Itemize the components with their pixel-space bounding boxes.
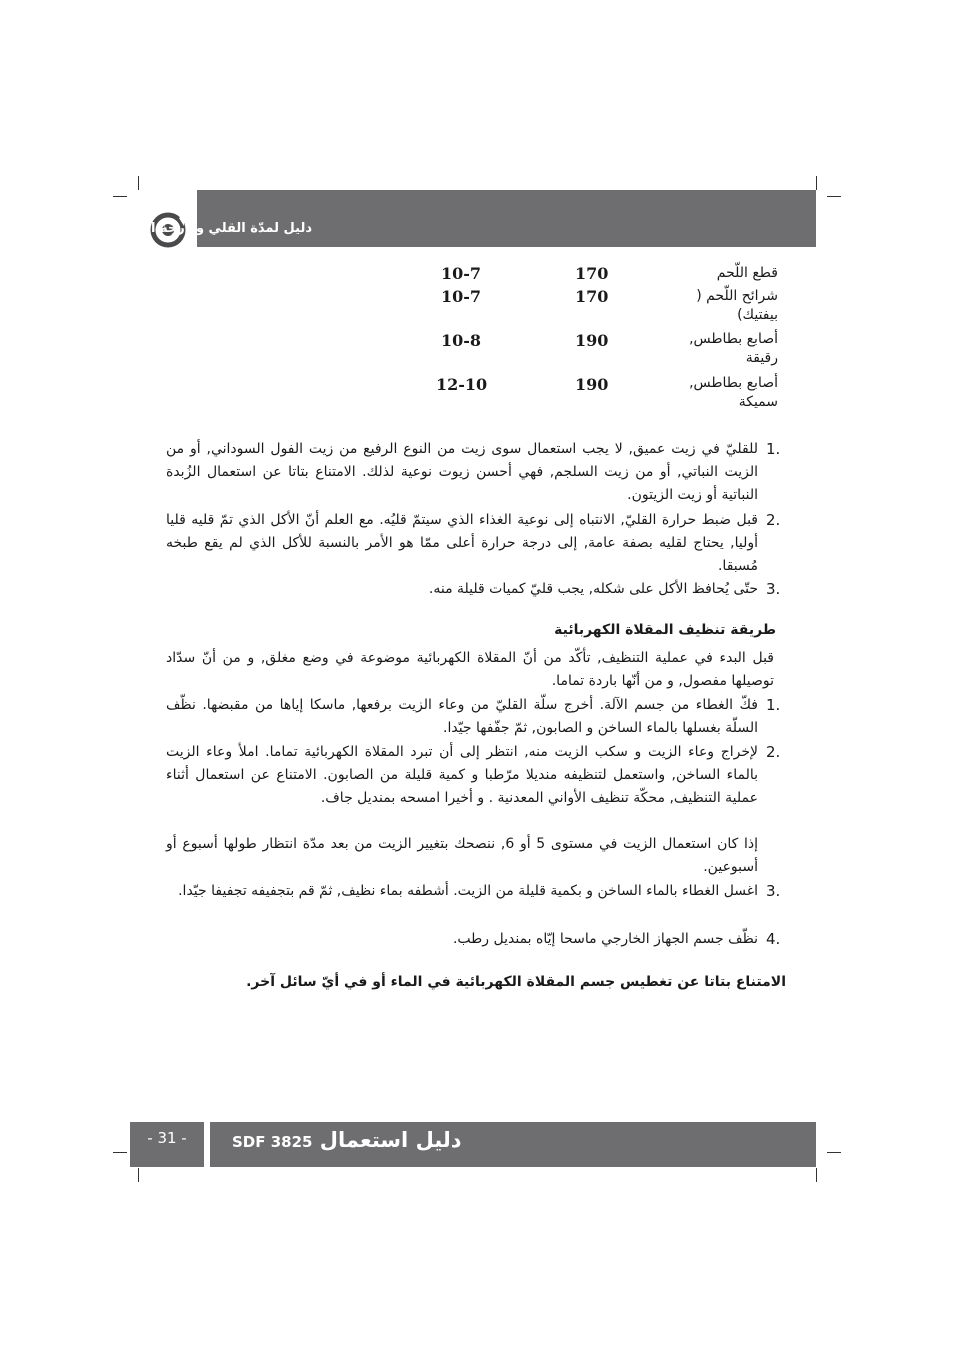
list-marker: 3. — [766, 882, 781, 900]
list-marker: 2. — [766, 743, 781, 761]
crop-mark — [113, 196, 127, 197]
crop-mark — [827, 1152, 841, 1153]
list-item-text: فكّ الغطاء من جسم الآلة. أخرج سلّة القليّ من وعاء الزيت برفعها, ماسكا إياها من مقبضها. نظّف السلّة بغسلها بالماء الساخن و الصابون, ثمّ جفّفها جيّدا. — [166, 697, 758, 736]
crop-mark — [816, 176, 817, 190]
section-heading: طريقة تنظيف المقلاة الكهربائية — [554, 622, 776, 638]
temperature-cell: 190 — [575, 375, 609, 394]
list-item-text: نظّف جسم الجهاز الخارجي ماسحا إيّاه بمنديل رطب. — [452, 931, 758, 947]
list-marker: 2. — [766, 511, 781, 529]
manual-label: دليل استعمال — [319, 1128, 462, 1152]
list-item-text: اغسل الغطاء بالماء الساخن و بكمية قليلة من الزيت. أشطفه بماء نظيف, ثمّ قم بتجفيفه تجفيفا جيّدا. — [178, 883, 758, 899]
page-number: - 31 - — [130, 1122, 204, 1167]
list-marker: 4. — [766, 930, 781, 948]
time-cell: 10-7 — [441, 287, 482, 306]
page-title: دليل لمدّة القلي و درجة الحرارة — [109, 221, 312, 236]
food-cell: أصابع بطاطس, سميكة — [689, 375, 778, 410]
temperature-cell: 170 — [575, 287, 609, 306]
list-marker: 1. — [766, 696, 781, 714]
food-cell: أصابع بطاطس, رقيقة — [689, 331, 778, 366]
time-cell: 10-8 — [441, 331, 482, 350]
list-item-text: إذا كان استعمال الزيت في مستوى 5 أو 6, ننصحك بتغيير الزيت من بعد مدّة انتظار طولها أسبوع أو أسبوعين. — [166, 836, 758, 875]
time-cell: 10-7 — [441, 264, 482, 283]
crop-mark — [816, 1168, 817, 1182]
crop-mark — [827, 196, 841, 197]
list-item — [166, 694, 758, 740]
list-item-text: حتّى يُحافظ الأكل على شكله, يجب قليّ كميات قليلة منه. — [428, 581, 758, 597]
list-item — [166, 509, 758, 578]
list-item — [166, 880, 758, 903]
header-bar — [197, 190, 816, 247]
crop-mark — [138, 1168, 139, 1182]
time-cell: 12-10 — [436, 375, 488, 394]
list-item — [166, 578, 758, 601]
list-marker: 1. — [766, 440, 781, 458]
temperature-cell: 170 — [575, 264, 609, 283]
footer-label — [232, 1128, 462, 1152]
list-item-text: قبل ضبط حرارة القليّ, الانتباه إلى نوعية الغذاء الذي سيتمّ قليُه. مع العلم أنّ الأكل الذي تمّ قليه قليا أوليا, يحتاج لقليه بصفة عامة, إلى درجة حرارة أعلى ممّا هو الأمر بالنسبة للأكل الذي لم يقع طبخه مُسبقا. — [166, 512, 758, 574]
list-item — [166, 438, 758, 507]
list-item-text: لإخراج وعاء الزيت و سكب الزيت منه, انتظر إلى أن تبرد المقلاة الكهربائية تماما. املأ وعاء الزيت بالماء الساخن, واستعمل لتنظيفه منديلا مرّطبا و كمية قليلة من الصابون. الامتناع عن استعمال أثناء عملية التنظيف, محكّة تنظيف الأواني المعدنية . و أخيرا امسحه بمنديل جاف. — [166, 744, 758, 806]
list-marker: 3. — [766, 580, 781, 598]
list-item-text: للقليّ في زيت عميق, لا يجب استعمال سوى زيت من النوع الرفيع من زيت الفول السوداني, أو من الزيت النباتي, أو من زيت السلجم, فهي أحسن زيوت نوعية لذلك. الامتناع بتاتا عن استعمال الزُبدة النباتية أو زيت الزيتون. — [166, 441, 758, 503]
temperature-cell: 190 — [575, 331, 609, 350]
warning-note: الامتناع بتاتا عن تغطيس جسم المقلاة الكهربائية في الماء أو في أيّ سائل آخر. — [246, 974, 786, 990]
list-item — [166, 741, 758, 810]
food-cell: قطع اللّحم — [716, 265, 778, 281]
list-item — [166, 833, 758, 879]
model-number: SDF 3825 — [232, 1133, 313, 1151]
food-cell: شرائح اللّحم ( بيفتيك) — [696, 288, 778, 323]
crop-mark — [138, 176, 139, 190]
crop-mark — [113, 1152, 127, 1153]
cleaning-intro: قبل البدء في عملية التنظيف, تأكّد من أنّ المقلاة الكهربائية موضوعة في وضع مغلق, و من أنّ سدّاد توصيلها مفصول, و من أنّها باردة تماما. — [166, 650, 774, 689]
list-item — [166, 928, 758, 951]
